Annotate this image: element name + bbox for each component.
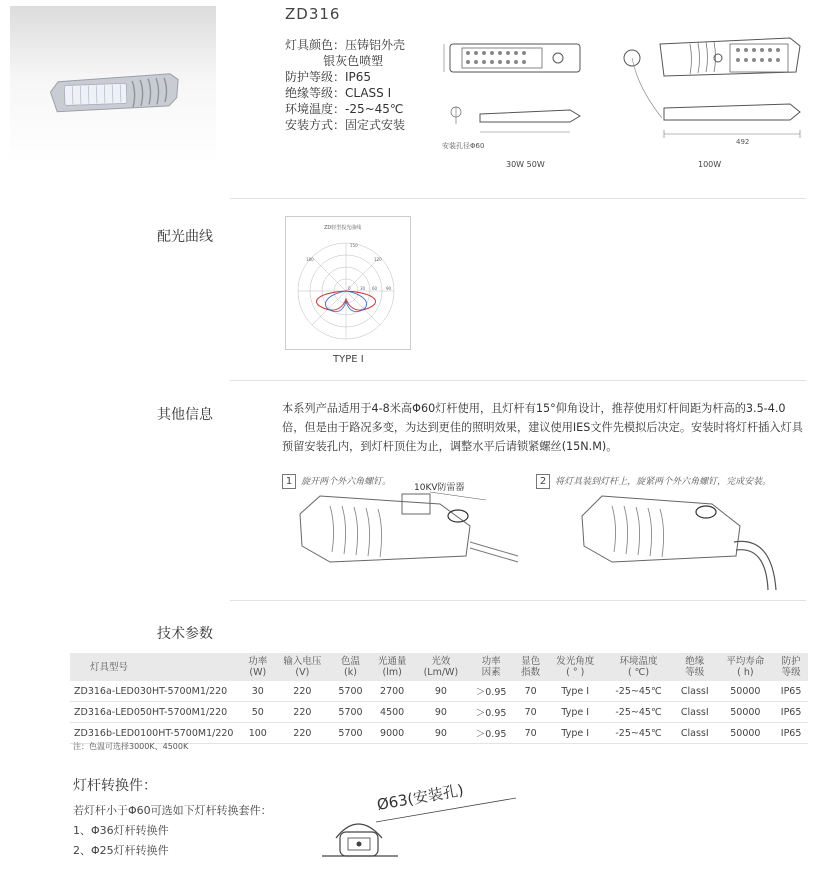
col-header: 功率 (W) [242,653,274,681]
spec-table [70,653,808,744]
col-header: 绝缘 等级 [673,653,717,681]
ring-label: 30 [360,286,366,291]
col-header: 发光角度 ( ° ) [546,653,604,681]
col-header: 光效 (Lm/W) [414,653,467,681]
col-header: 环境温度 ( ℃) [604,653,673,681]
table-row: ZD316a-LED030HT-5700M1/220 30 220 5700 2700 90 ＞0.95 70 Type I -25~45℃ ClassI 50000 IP65 [70,681,808,702]
col-header: 防护 等级 [774,653,808,681]
col-header: 平均寿命 ( h) [717,653,775,681]
converter-item: 2、Φ25灯杆转换件 [73,844,169,857]
step-2-text: 将灯具装到灯杆上，旋紧两个外六角螺钉，完成安装。 [555,477,772,487]
surge-protector-callout: 10KV防雷器 [414,483,465,493]
large-lamp-drawing [620,30,810,158]
dimension-492: 492 [736,138,750,146]
ring-label: 120 [374,257,382,262]
col-header: 灯具型号 [70,653,242,681]
product-model: ZD316 [285,5,341,23]
ring-label: 60 [372,286,378,291]
small-lamp-drawing [440,36,590,156]
step-2-illustration [572,486,808,592]
table-row: ZD316a-LED050HT-5700M1/220 50 220 5700 4500 90 ＞0.95 70 Type I -25~45℃ ClassI 50000 IP65 [70,702,808,723]
spec-line: 银灰色喷塑 [285,54,384,68]
light-curve-title: 配光曲线 [157,229,213,245]
installation-paragraph: 本系列产品适用于4-8米高Φ60灯杆使用，且灯杆有15°仰角设计，推荐使用灯杆间距为杆高的3.5-4.0倍，但是由于路况多变，为达到更佳的照明效果，建议使用IES文件先模拟后决定。安装时将灯杆插入灯具预留安装孔内，到灯杆顶住为止，调整水平后请锁紧螺丝(15N.M)。 [282,402,803,453]
converter-diagram [316,772,526,872]
col-header: 色温 (k) [331,653,370,681]
other-info-title: 其他信息 [157,407,213,423]
spec-line: 环境温度：-25~45℃ [285,102,404,116]
step-1-illustration [290,486,520,576]
mount-hole-label: Ø63(安装孔) [375,780,465,814]
spec-line: 防护等级：IP65 [285,70,372,84]
polar-chart-frame [285,216,411,350]
ring-label: 150 [350,243,358,248]
product-photo [10,6,216,164]
table-header-row [70,653,808,681]
col-header: 功率 因素 [467,653,515,681]
col-header: 光通量 (lm) [370,653,415,681]
table-row: ZD316b-LED0100HT-5700M1/220 100 220 5700 9000 90 ＞0.95 70 Type I -25~45℃ ClassI 50000 IP65 [70,723,808,744]
converter-intro: 若灯杆小于Φ60可选如下灯杆转换套件： [73,804,272,817]
large-lamp-caption: 100W [698,160,722,169]
ring-label: 180 [306,257,314,262]
small-lamp-caption: 30W 50W [506,160,545,169]
divider [230,198,806,199]
step-1-number: 1 [282,474,296,489]
step-1-text: 旋开两个外六角螺钉。 [301,477,392,487]
converter-title: 灯杆转换件： [73,778,157,794]
spec-line: 灯具颜色：压铸铝外壳 [285,38,406,52]
spec-line: 安装方式：固定式安装 [285,118,406,132]
col-header: 输入电压 (V) [274,653,332,681]
install-hole-note: 安装孔径Φ60 [442,142,485,150]
step-2-number: 2 [536,474,550,489]
divider [230,380,806,381]
polar-chart [286,217,410,349]
col-header: 显色 指数 [515,653,547,681]
ring-label: 0 [348,286,351,291]
type-label: TYPE I [333,354,364,365]
street-light-image [10,6,216,164]
table-note: 注：色温可选择3000K、4500K [73,742,189,751]
polar-chart-title: ZD轻型投光曲线 [324,225,362,231]
divider [230,600,806,601]
tech-title: 技术参数 [157,626,213,642]
converter-item: 1、Φ36灯杆转换件 [73,824,169,837]
spec-line: 绝缘等级：CLASS I [285,86,392,100]
ring-label: 90 [386,286,392,291]
